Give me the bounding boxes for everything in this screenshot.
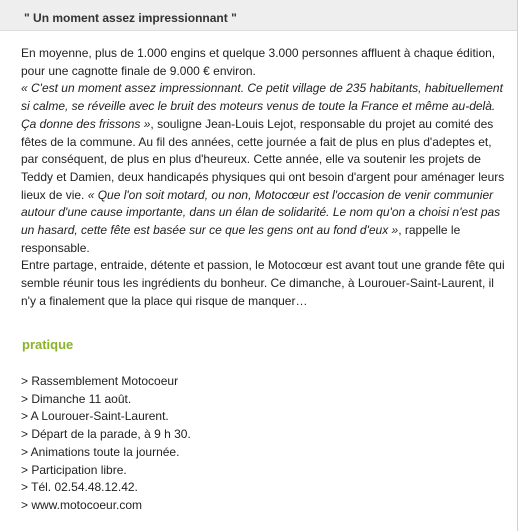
quote-1: « C'est un moment assez impressionnant. Ce petit village de 235 habitants, habituellement si calme, se réveille avec le bruit des moteurs venus de toute la France et même au-delà. Ça donne des frissons » <box>21 81 503 131</box>
after-quote-2: , rappelle le responsable. <box>21 223 461 255</box>
quote-title: " Un moment assez impressionnant " <box>24 11 237 25</box>
info-item-parade: > Départ de la parade, à 9 h 30. <box>21 427 191 442</box>
info-item-website: > www.motocoeur.com <box>21 497 143 512</box>
info-item-animations: > Animations toute la journée. <box>21 444 180 459</box>
quote-header-band <box>0 0 517 31</box>
info-item-phone: > Tél. 02.54.48.12.42. <box>21 480 138 495</box>
article-body <box>21 45 506 311</box>
info-item-date: > Dimanche 11 août. <box>21 391 132 406</box>
article-paragraph-2: Entre partage, entraide, détente et passion, le Motocœur est avant tout une grande fête qui semble réunir tous les ingrédients du bonheur. Ce dimanche, à Lourouer-Saint-Laurent, il n'y a finalement que la place qui risque de manquer… <box>21 258 505 308</box>
info-item-participation: > Participation libre. <box>21 462 127 477</box>
info-item-event: > Rassemblement Motocoeur <box>21 374 179 388</box>
section-title-pratique: pratique <box>22 337 74 352</box>
article-paragraph-1: En moyenne, plus de 1.000 engins et quelque 3.000 personnes affluent à chaque édition, pour une cagnotte finale de 9.000 € environ. <box>21 46 496 78</box>
after-quote-1: , souligne Jean-Louis Lejot, responsable du projet au comité des fêtes de la commune. Au fil des années, cette journée a fait de plus en plus d'adeptes et, par conséquent, de plus en plus d'heureux. Cette année, elle va soutenir les projets de Teddy et Damien, deux handicapés physiques qui ont besoin d'argent pour aménager leurs lieux de vie. <box>21 116 505 202</box>
article-paragraph-quote <box>21 80 506 257</box>
info-list <box>21 373 191 515</box>
quote-2: « Que l'on soit motard, ou non, Motocœur est l'occasion de venir communier autour d'une cause importante, dans un élan de solidarité. Le nom qu'on a choisi n'est pas un hasard, cette fête est basée sur ce que les gens ont au fond d'eux » <box>21 187 501 238</box>
info-item-place: > A Lourouer-Saint-Laurent. <box>21 409 169 424</box>
